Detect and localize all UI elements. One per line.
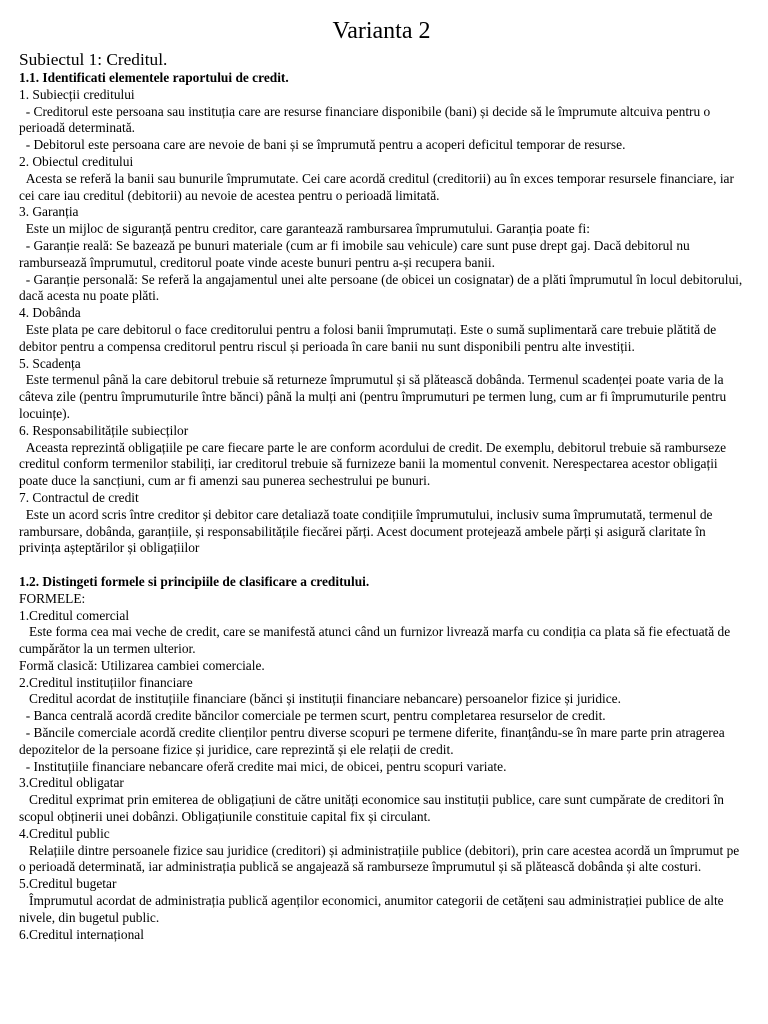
paragraph-line: 7. Contractul de credit [19,489,139,505]
document-title: Varianta 2 [332,18,431,44]
paragraph-line: 3.Creditul obligatar [19,775,124,791]
paragraph-line: 5.Creditul bugetar [19,876,117,892]
paragraph-line: 1. Subiecții creditului [19,86,135,102]
paragraph-line: FORMELE: [19,590,86,606]
section-gap [19,557,744,574]
paragraph-line: - Debitorul este persoana care are nevoie de bani și se împrumută pentru a acoperi deficitul temporar de resurse. [19,137,626,153]
paragraph-line: Creditul acordat de instituțiile financiare (bănci și instituții financiare nebancare) persoanelor fizice și juridice. [19,691,621,707]
paragraph-line: Este forma cea mai veche de credit, care se manifestă atunci când un furnizor livrează marfa cu condiția ca plata să fie efectuată de cumpărător la un termen ulterior. [19,624,734,657]
paragraph-line: 3. Garanția [19,204,79,220]
paragraph-line: Este un acord scris între creditor și debitor care detaliază toate condițiile împrumutului, inclusiv suma împrumutată, termenul de rambursare, dobânda, garanțiile, și responsabilitățile fiecărei părți. Acest document protejează ambele părți și asigură claritate în privința așteptărilor și obligațiilor [19,506,716,556]
paragraph-line: Formă clasică: Utilizarea cambiei comerciale. [19,657,265,673]
paragraph-line: 2.Creditul instituțiilor financiare [19,674,193,690]
paragraph-line: Creditul exprimat prin emiterea de obligațiuni de către unități economice sau instituții publice, care sunt cumpărate de creditori în scopul obținerii unei dobânzi. Obligațiunile constituie capital fix și circulant. [19,792,728,825]
paragraph-line: Împrumutul acordat de administrația publică agenților economici, anumitor categorii de cetățeni sau administrației publice de alte nivele, din bugetul public. [19,893,727,925]
paragraph-line: - Băncile comerciale acordă credite clienților pentru diverse scopuri pe termene diferite, finanțându-se în mare parte prin atragerea depozitelor de la persoane fizice și juridice, care reprezintă și ele relații de credit. [19,725,729,757]
paragraph-line: 6.Creditul internațional [19,926,144,942]
paragraph-line: Este termenul până la care debitorul trebuie să returneze împrumutul și să plătească dobânda. Termenul scadenței poate varia de la câteva zile (pentru împrumuturile între bănci) până la mulți ani (pentru împrumuturi pe termen lung, cum ar fi împrumuturile pentru locuințe). [19,372,730,421]
paragraph-line: 1.Creditul comercial [19,607,130,623]
section-1-body [19,87,744,557]
paragraph-line: Este plata pe care debitorul o face creditorului pentru a folosi banii împrumutați. Este o sumă suplimentară care trebuie plătită de debitor pentru a compensa creditorul pentru riscul și perioada în care banii nu sunt disponibili pentru alte investiții. [19,321,720,354]
section-1-heading: 1.1. Identificati elementele raportului de credit. [19,70,289,85]
paragraph-line: - Creditorul este persoana sau instituția care are resurse financiare disponibile (bani) și decide să le împrumute altcuiva pentru o perioadă determinată. [19,103,714,136]
section-2-heading: 1.2. Distingeti formele si principiile de clasificare a creditului. [19,573,370,589]
paragraph-line: Relațiile dintre persoanele fizice sau juridice (creditori) și administrațiile publice (debitori), prin care acestea acordă un împrumut pe o perioadă determinată, iar administrația publică se angajează să ramburseze împrumutul și să plătească dobânda și alte costuri. [19,842,743,875]
paragraph-line: - Garanție reală: Se bazează pe bunuri materiale (cum ar fi imobile sau vehicule) care sunt puse drept gaj. Dacă debitorul nu rambursează împrumutul, creditorul poate vinde aceste bunuri pentru a-și recupera banii. [19,237,694,270]
paragraph-line: - Garanție personală: Se referă la angajamentul unei alte persoane (de obicei un cosignatar) de a plăti împrumutul în locul debitorului, dacă acesta nu poate plăti. [19,271,746,304]
paragraph-line: - Banca centrală acordă credite băncilor comerciale pe termen scurt, pentru completarea resurselor de credit. [19,708,606,724]
paragraph-line: Acesta se referă la banii sau bunurile împrumutate. Cei care acordă creditul (creditorii) au în exces temporar resursele financiare, iar cei care iau creditul (debitorii) au nevoie de acestea pentru o perioadă limitată. [19,170,738,203]
paragraph-line: 2. Obiectul creditului [19,153,134,169]
paragraph-line: Aceasta reprezintă obligațiile pe care fiecare parte le are conform acordului de credit. De exemplu, debitorul trebuie să ramburseze creditul conform termenilor stabiliți, iar creditorul trebuie să furnizeze banii la momentul convenit. Nerespectarea acestor obligații poate duce la sancțiuni, cum ar fi amenzi sau punerea sechestrului pe bunuri. [19,439,730,489]
paragraph-line: 4.Creditul public [19,825,110,841]
paragraph-line: 4. Dobânda [19,305,81,321]
paragraph-line: 5. Scadența [19,355,81,371]
paragraph-line: - Instituțiile financiare nebancare oferă credite mai mici, de obicei, pentru scopuri variate. [19,758,507,774]
paragraph-line: Este un mijloc de siguranță pentru creditor, care garantează rambursarea împrumutului. Garanția poate fi: [19,221,590,237]
section-2-body [19,591,744,944]
paragraph-line: 6. Responsabilitățile subiecților [19,422,189,438]
subject-heading: Subiectul 1: Creditul. [19,50,168,69]
